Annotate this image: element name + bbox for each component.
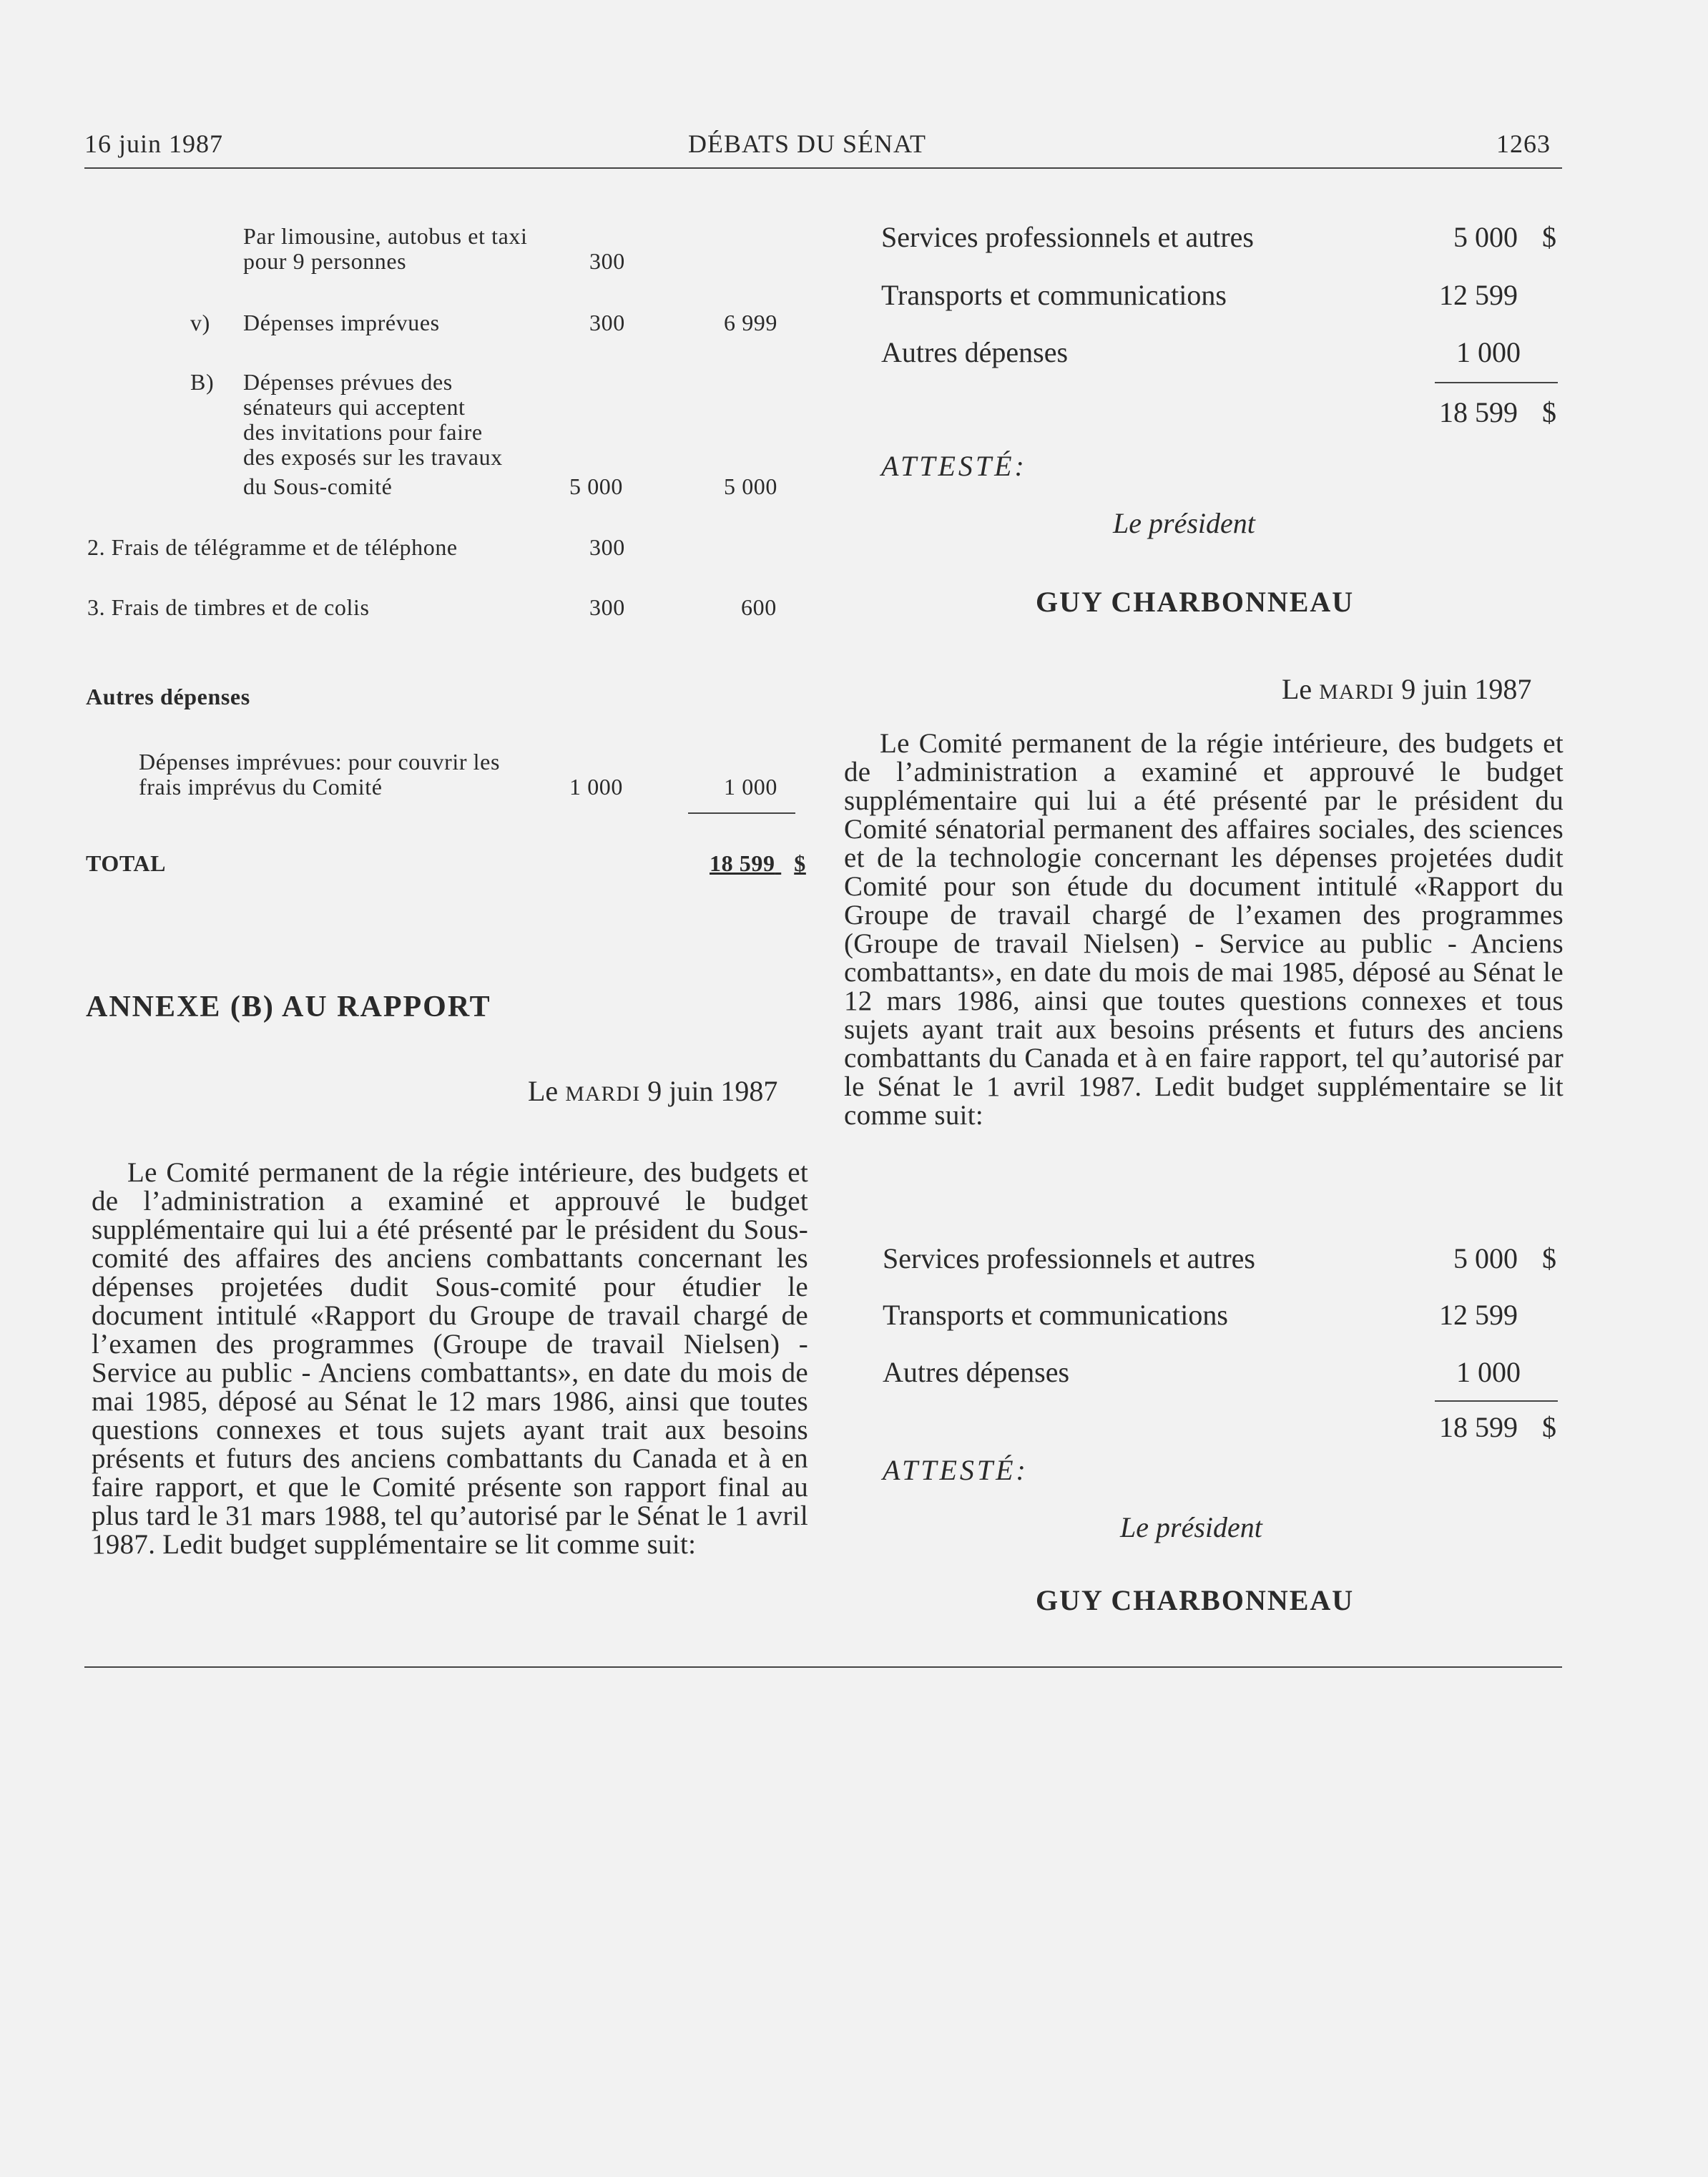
budget1-total-rule bbox=[1435, 382, 1558, 383]
budget1-row-2-label: Transports et communications bbox=[881, 279, 1227, 311]
president-1: Le président bbox=[1113, 507, 1255, 539]
item-b-line-1: Dépenses prévues des bbox=[243, 369, 453, 395]
left-date-day: MARDI bbox=[565, 1082, 641, 1106]
item-v-label: Dépenses imprévues bbox=[243, 310, 440, 335]
right-date-rest: 9 juin 1987 bbox=[1401, 673, 1532, 705]
limo-line-2: pour 9 personnes bbox=[243, 248, 407, 274]
budget1-row-1-currency: $ bbox=[1542, 221, 1556, 253]
budget2-total-currency: $ bbox=[1542, 1411, 1556, 1443]
item-b-amount: 5 000 bbox=[569, 473, 623, 499]
item-3-amount: 300 bbox=[589, 594, 625, 620]
other-amount: 1 000 bbox=[569, 774, 623, 800]
header-date: 16 juin 1987 bbox=[84, 129, 224, 158]
budget2-row-2-amount: 12 599 bbox=[1439, 1299, 1518, 1331]
right-date-prefix: Le bbox=[1282, 673, 1312, 705]
right-paragraph: Le Comité permanent de la régie intérieure, des budgets et de l’administration a examiné et approuvé le budget supplémentaire qui lui a été présenté par le président du Comité sénatorial permanent des affaires sociales, des sciences et de la technologie concernant les dépenses projetées dudit Comité pour son étude du document intitulé «Rapport du Groupe de travail chargé de l’examen des programmes (Groupe de travail Nielsen) - Service au public - Anciens combattants», en date du mois de mai 1985, déposé au Sénat le 12 mars 1986, ainsi que toutes questions connexes et tous sujets ayant trait aux besoins présents et futurs des anciens combattants du Canada et à en faire rapport, tel qu’autorisé par le Sénat le 1 avril 1987. Ledit budget supplémentaire se lit comme suit: bbox=[844, 728, 1564, 1131]
other-expenses-heading: Autres dépenses bbox=[86, 684, 250, 709]
budget2-row-3-amount: 1 000 bbox=[1456, 1356, 1521, 1388]
item-v-total: 6 999 bbox=[724, 310, 777, 335]
item-v-marker: v) bbox=[190, 310, 210, 335]
subtotal-rule bbox=[688, 812, 795, 814]
right-date-line bbox=[1282, 672, 1531, 706]
budget1-row-2-amount: 12 599 bbox=[1439, 279, 1518, 311]
item-b-marker: B) bbox=[190, 369, 215, 395]
signature-name-2: GUY CHARBONNEAU bbox=[1036, 1584, 1355, 1616]
left-date-line bbox=[528, 1074, 777, 1108]
total-label: TOTAL bbox=[86, 850, 167, 876]
item-2-label: 2. Frais de télégramme et de téléphone bbox=[87, 534, 458, 560]
left-date-rest: 9 juin 1987 bbox=[647, 1075, 778, 1107]
budget2-row-1-label: Services professionnels et autres bbox=[883, 1242, 1255, 1274]
budget1-row-1-label: Services professionnels et autres bbox=[881, 221, 1254, 253]
budget1-row-3-label: Autres dépenses bbox=[881, 336, 1069, 368]
budget1-row-3-amount: 1 000 bbox=[1456, 336, 1521, 368]
total-amount: 18 599 bbox=[710, 850, 775, 876]
budget1-total-currency: $ bbox=[1542, 396, 1556, 428]
item-b-line-3: des invitations pour faire bbox=[243, 419, 483, 445]
header-title: DÉBATS DU SÉNAT bbox=[688, 129, 927, 158]
item-v-amount: 300 bbox=[589, 310, 625, 335]
page-number: 1263 bbox=[1496, 129, 1551, 158]
budget2-row-1-amount: 5 000 bbox=[1453, 1242, 1518, 1274]
item-3-total: 600 bbox=[741, 594, 777, 620]
attest-1: ATTESTÉ: bbox=[881, 450, 1027, 482]
item-b-line-2: sénateurs qui acceptent bbox=[243, 394, 466, 420]
item-b-line-5: du Sous-comité bbox=[243, 473, 393, 499]
total-currency: $ bbox=[794, 850, 806, 876]
right-date-day: MARDI bbox=[1319, 680, 1395, 704]
limo-line-1: Par limousine, autobus et taxi bbox=[243, 223, 528, 249]
attest-2: ATTESTÉ: bbox=[883, 1454, 1029, 1486]
other-total: 1 000 bbox=[724, 774, 777, 800]
budget1-total: 18 599 bbox=[1439, 396, 1518, 428]
item-b-line-4: des exposés sur les travaux bbox=[243, 444, 503, 470]
footer-rule bbox=[84, 1666, 1562, 1668]
signature-name-1: GUY CHARBONNEAU bbox=[1036, 586, 1355, 618]
left-date-prefix: Le bbox=[528, 1075, 559, 1107]
item-b-total: 5 000 bbox=[724, 473, 777, 499]
budget2-row-3-label: Autres dépenses bbox=[883, 1356, 1070, 1388]
item-3-label: 3. Frais de timbres et de colis bbox=[87, 594, 370, 620]
item-2-amount: 300 bbox=[589, 534, 625, 560]
budget2-total: 18 599 bbox=[1439, 1411, 1518, 1443]
budget2-row-1-currency: $ bbox=[1542, 1242, 1556, 1274]
header-rule bbox=[84, 167, 1562, 169]
other-line-1: Dépenses imprévues: pour couvrir les bbox=[139, 749, 501, 775]
total-value bbox=[710, 851, 806, 876]
president-2: Le président bbox=[1120, 1511, 1262, 1543]
left-paragraph: Le Comité permanent de la régie intérieure, des budgets et de l’administration a examiné et approuvé le budget supplémentaire qui lui a été présenté par le président du Sous-comité des affaires des anciens combattants concernant les dépenses projetées dudit Sous-comité pour étudier le document intitulé «Rapport du Groupe de travail chargé de l’examen des programmes (Groupe de travail Nielsen) - Service au public - Anciens combattants», en date du mois de mai 1985, déposé au Sénat le 12 mars 1986, ainsi que toutes questions connexes et tous sujets ayant trait aux besoins présents et futurs des anciens combattants du Canada et à en faire rapport, et que le Comité présente son rapport final au plus tard le 31 mars 1988, tel qu’autorisé par le Sénat le 1 avril 1987. Ledit budget supplémentaire se lit comme suit: bbox=[92, 1157, 808, 1560]
other-line-2: frais imprévus du Comité bbox=[139, 774, 383, 800]
budget2-total-rule bbox=[1435, 1400, 1558, 1402]
budget2-row-2-label: Transports et communications bbox=[883, 1299, 1228, 1331]
annex-heading: ANNEXE (B) AU RAPPORT bbox=[86, 991, 491, 1023]
limo-amount: 300 bbox=[589, 248, 625, 274]
budget1-row-1-amount: 5 000 bbox=[1453, 221, 1518, 253]
